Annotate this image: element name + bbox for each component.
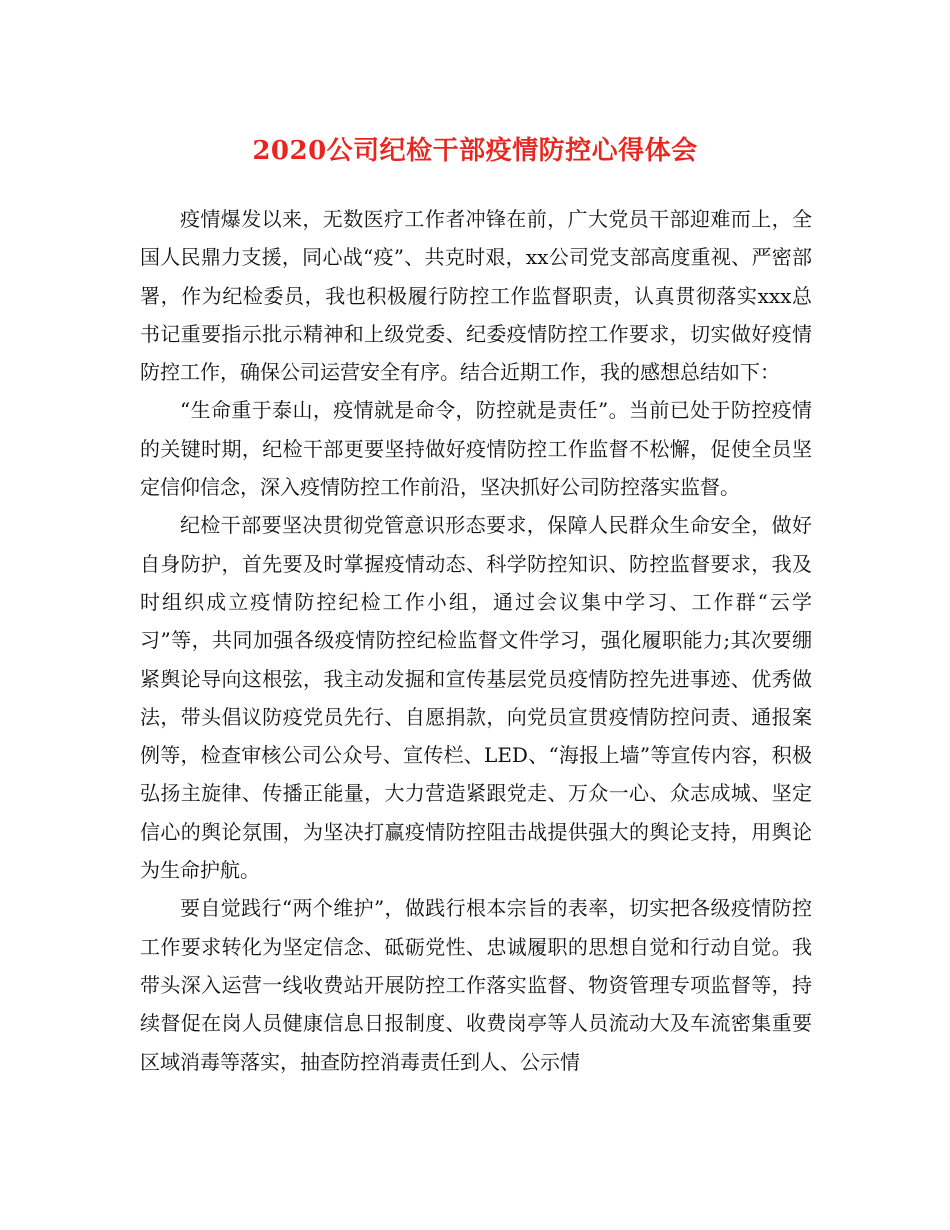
- document-title: 2020公司纪检干部疫情防控心得体会: [252, 136, 698, 166]
- paragraph-1: 疫情爆发以来，无数医疗工作者冲锋在前，广大党员干部迎难而上，全国人民鼎力支援，同心战“疫”、共克时艰，xx公司党支部高度重视、严密部署，作为纪检委员，我也积极履行防控工作监督职责，认真贯彻落实xxx总书记重要指示批示精神和上级党委、纪委疫情防控工作要求，切实做好疫情防控工作，确保公司运营安全有序。结合近期工作，我的感想总结如下：: [140, 207, 812, 385]
- paragraph-4: 要自觉践行“两个维护”，做践行根本宗旨的表率，切实把各级疫情防控工作要求转化为坚定信念、砥砺党性、忠诚履职的思想自觉和行动自觉。我带头深入运营一线收费站开展防控工作落实监督、物资管理专项监督等，持续督促在岗人员健康信息日报制度、收费岗亭等人员流动大及车流密集重要区域消毒等落实，抽查防控消毒责任到人、公示情: [140, 896, 812, 1074]
- paragraph-2: “生命重于泰山，疫情就是命令，防控就是责任”。当前已处于防控疫情的关键时期，纪检干部更要坚持做好疫情防控工作监督不松懈，促使全员坚定信仰信念，深入疫情防控工作前沿，坚决抓好公司防控落实监督。: [140, 398, 812, 500]
- document-body: [140, 200, 812, 1081]
- paragraph-3: 纪检干部要坚决贯彻党管意识形态要求，保障人民群众生命安全，做好自身防护，首先要及时掌握疫情动态、科学防控知识、防控监督要求，我及时组织成立疫情防控纪检工作小组，通过会议集中学习、工作群“云学习”等，共同加强各级疫情防控纪检监督文件学习，强化履职能力;其次要绷紧舆论导向这根弦，我主动发掘和宣传基层党员疫情防控先进事迹、优秀做法，带头倡议防疫党员先行、自愿捐款，向党员宣贯疫情防控问责、通报案例等，检查审核公司公众号、宣传栏、LED、“海报上墙”等宣传内容，积极弘扬主旋律、传播正能量，大力营造紧跟党走、万众一心、众志成城、坚定信心的舆论氛围，为坚决打赢疫情防控阻击战提供强大的舆论支持，用舆论为生命护航。: [140, 513, 812, 883]
